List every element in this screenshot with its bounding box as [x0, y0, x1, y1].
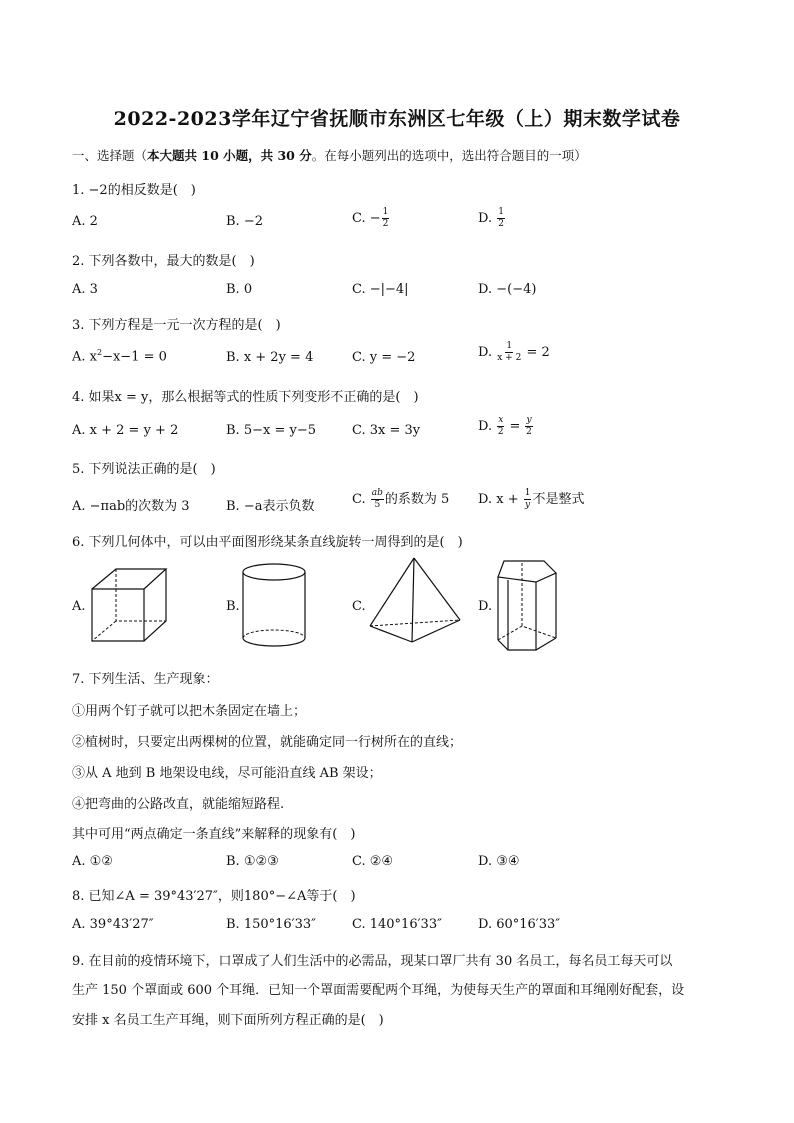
q3-option-c[interactable]: C. y = −2: [352, 350, 416, 365]
q4-option-b[interactable]: B. 5−x = y−5: [226, 423, 316, 438]
q5-option-b[interactable]: B. −a表示负数: [226, 499, 315, 514]
q5-c-post: 的系数为 5: [384, 492, 450, 507]
q1-d-num: 1: [498, 207, 504, 217]
question-1-stem: 1. −2的相反数是( ): [72, 183, 196, 198]
q2-option-b[interactable]: B. 0: [226, 282, 253, 297]
question-4-stem: 4. 如果x = y，那么根据等式的性质下列变形不正确的是( ): [72, 390, 419, 405]
q3-option-a[interactable]: [72, 348, 167, 364]
q5-c-fraction: [371, 489, 384, 510]
q5-c-den: 5: [374, 500, 381, 510]
q5-option-a[interactable]: A. −πab的次数为 3: [72, 499, 190, 514]
q4-option-a[interactable]: A. x + 2 = y + 2: [72, 423, 179, 438]
q5-option-c[interactable]: [352, 488, 449, 510]
q2-option-a[interactable]: A. 3: [72, 282, 98, 297]
q1-c-fraction: [382, 208, 390, 229]
q1-d-prefix: D.: [478, 211, 497, 226]
q4-d-fraction-1: [497, 416, 504, 437]
q7-item-2: ②植树时，只要定出两棵树的位置，就能确定同一行树所在的直线；: [72, 735, 463, 750]
question-5-stem: 5. 下列说法正确的是( ): [72, 462, 216, 477]
question-9-line-3: 安排 x 名员工生产耳绳，则下面所列方程正确的是( ): [72, 1013, 384, 1028]
q3-option-b[interactable]: B. x + 2y = 4: [226, 350, 314, 365]
q8-option-d[interactable]: D. 60°16′33″: [478, 917, 561, 932]
q7-option-c[interactable]: C. ②④: [352, 854, 394, 869]
q8-option-c[interactable]: C. 140°16′33″: [352, 917, 442, 932]
q5-c-num: ab: [371, 488, 383, 498]
q1-c-num: 1: [382, 207, 389, 217]
q3-d-fraction: [497, 342, 521, 363]
q4-d-prefix: D.: [478, 419, 497, 434]
question-9-line-2: 生产 150 个罩面或 600 个耳绳．已知一个罩面需要配两个耳绳，为使每天生产的罩面和耳绳刚好配套，设: [72, 983, 685, 998]
q3-option-d[interactable]: [478, 342, 550, 363]
q4-d-den-1: 2: [497, 427, 504, 437]
q7-ask: 其中可用“两点确定一条直线”来解释的现象有( ): [72, 827, 356, 842]
q3-a-sup: 2: [96, 348, 103, 357]
question-2-stem: 2. 下列各数中，最大的数是( ): [72, 254, 255, 269]
q7-option-a[interactable]: A. ①②: [72, 854, 113, 869]
q7-item-3: ③从 A 地到 B 地架设电线，尽可能沿直线 AB 架设；: [72, 766, 382, 781]
q2-option-c[interactable]: C. −|−4|: [352, 282, 409, 297]
q7-item-1: ①用两个钉子就可以把木条固定在墙上；: [72, 704, 307, 719]
q1-c-prefix: C. −: [352, 211, 381, 226]
q5-d-fraction: [524, 489, 532, 510]
section-heading: [72, 146, 587, 164]
q6-option-a[interactable]: A.: [72, 599, 86, 614]
q5-d-den: y: [525, 500, 531, 510]
section-bold: 本大题共 10 小题，共 30 分: [147, 148, 312, 163]
q5-c-prefix: C.: [352, 492, 370, 507]
q1-c-den: 2: [382, 219, 389, 229]
tetrahedron-figure: [368, 556, 464, 652]
q7-option-d[interactable]: D. ③④: [478, 854, 520, 869]
q3-d-num: 1: [506, 341, 513, 351]
q4-d-den-2: 2: [526, 427, 532, 437]
q6-option-d[interactable]: D.: [478, 599, 493, 614]
q4-option-d[interactable]: [478, 416, 534, 437]
q5-d-num: 1: [524, 488, 531, 498]
cylinder-figure: [240, 562, 310, 652]
q5-option-d[interactable]: [478, 488, 584, 510]
q7-option-b[interactable]: B. ①②③: [226, 854, 279, 869]
cube-figure: [86, 565, 170, 649]
q1-option-c[interactable]: [352, 208, 390, 229]
q1-option-d[interactable]: [478, 208, 506, 229]
section-head: 一、选择题（: [72, 148, 148, 163]
q5-d-post: 不是整式: [532, 492, 585, 507]
q6-option-c[interactable]: C.: [352, 599, 366, 614]
q7-item-4: ④把弯曲的公路改直，就能缩短路程.: [72, 797, 285, 812]
q4-d-num-1: x: [498, 415, 504, 425]
question-7-stem: 7. 下列生活、生产现象：: [72, 672, 219, 687]
pentagonal-prism-figure: [494, 558, 560, 658]
question-9-line-1: 9. 在目前的疫情环境下，口罩成了人们生活中的必需品，现某口罩厂共有 30 名员工，每名员工每天可以: [72, 954, 673, 969]
q8-option-b[interactable]: B. 150°16′33″: [226, 917, 317, 932]
q4-option-c[interactable]: C. 3x = 3y: [352, 423, 421, 438]
q1-d-den: 2: [498, 219, 504, 229]
q2-option-d[interactable]: D. −(−4): [478, 282, 537, 297]
q4-d-num-2: y: [526, 415, 532, 425]
q3-d-post: = 2: [522, 345, 550, 360]
question-3-stem: 3. 下列方程是一元一次方程的是( ): [72, 318, 281, 333]
q1-d-fraction: [497, 208, 505, 229]
page-title: 2022-2023学年辽宁省抚顺市东洲区七年级（上）期末数学试卷: [113, 108, 681, 130]
question-6-stem: 6. 下列几何体中，可以由平面图形绕某条直线旋转一周得到的是( ): [72, 535, 463, 550]
q6-option-b[interactable]: B.: [226, 599, 240, 614]
q3-a-post: −x−1 = 0: [102, 349, 167, 365]
q5-d-prefix: D. x +: [478, 492, 523, 507]
q4-d-fraction-2: [525, 416, 532, 437]
q1-option-b[interactable]: B. −2: [226, 214, 263, 229]
q1-option-a[interactable]: A. 2: [72, 214, 98, 229]
q3-a-prefix: A. x: [72, 349, 97, 365]
q4-d-eq: =: [505, 419, 525, 434]
q3-d-den: x + 2: [497, 353, 522, 363]
q8-option-a[interactable]: A. 39°43′27″: [72, 917, 154, 932]
question-8-stem: 8. 已知∠A = 39°43′27″，则180°−∠A等于( ): [72, 889, 356, 904]
q3-d-prefix: D.: [478, 345, 497, 360]
section-tail: 。在每小题列出的选项中，选出符合题目的一项）: [311, 148, 587, 163]
